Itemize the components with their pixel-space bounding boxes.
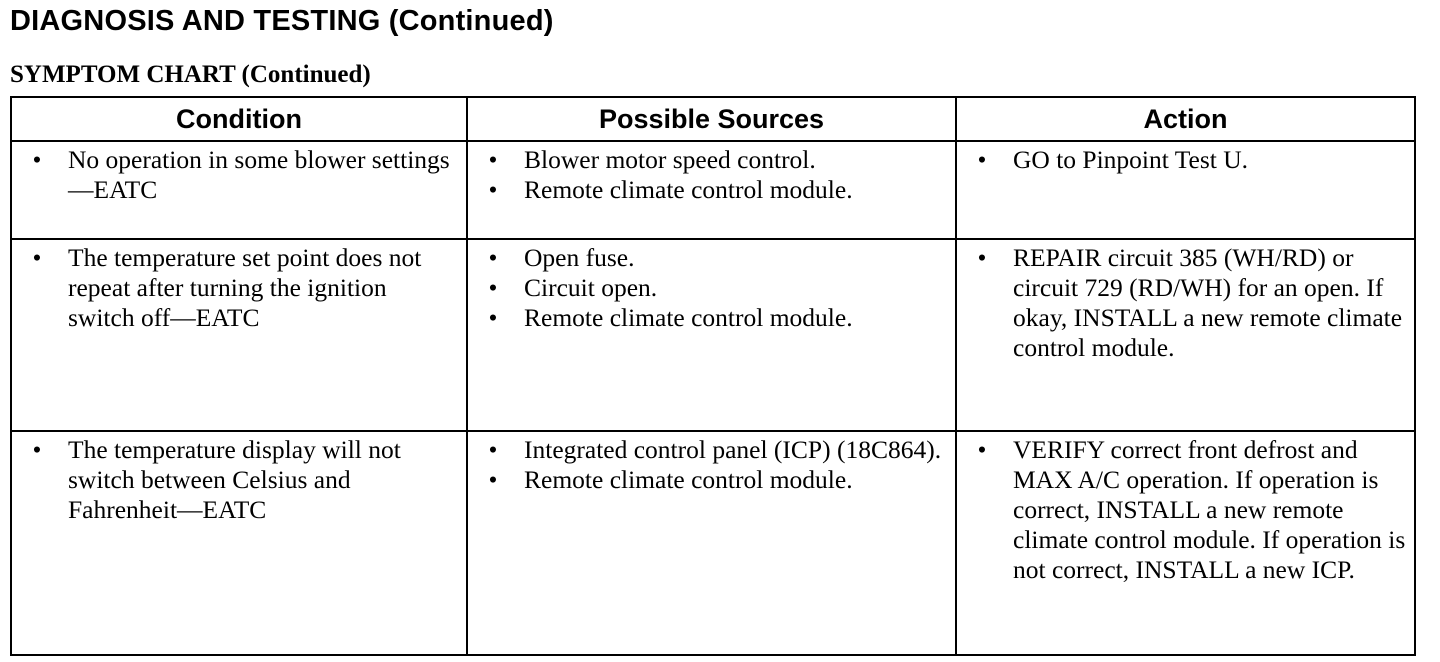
source-text: Integrated control panel (ICP) (18C864).: [524, 435, 942, 464]
sources-cell: [467, 431, 956, 655]
bullet-icon: •: [488, 243, 498, 272]
list-item: [468, 175, 947, 205]
condition-cell: [11, 239, 467, 431]
condition-list: [12, 142, 466, 205]
bullet-icon: •: [488, 145, 498, 174]
bullet-icon: •: [977, 243, 987, 272]
list-item: [957, 243, 1406, 363]
action-cell: [956, 239, 1415, 431]
bullet-icon: •: [977, 435, 987, 464]
action-cell: [956, 431, 1415, 655]
action-text: REPAIR circuit 385 (WH/RD) or circuit 729 (RD/WH) for an open. If okay, INSTALL a new remote climate control module.: [1013, 243, 1403, 362]
source-text: Remote climate control module.: [524, 175, 853, 204]
list-item: [468, 145, 947, 175]
table-header-row: [11, 97, 1415, 141]
condition-cell: [11, 141, 467, 239]
list-item: [12, 243, 458, 333]
sources-cell: [467, 239, 956, 431]
list-item: [468, 435, 947, 465]
condition-cell: [11, 431, 467, 655]
column-header-possible-sources: Possible Sources: [467, 97, 956, 141]
condition-list: [12, 432, 466, 525]
table-row: [11, 141, 1415, 239]
bullet-icon: •: [32, 145, 42, 174]
bullet-icon: •: [32, 435, 42, 464]
action-text: GO to Pinpoint Test U.: [1013, 145, 1249, 174]
sources-list: [468, 142, 955, 205]
sources-list: [468, 240, 955, 333]
bullet-icon: •: [488, 465, 498, 494]
action-list: [957, 240, 1414, 363]
table-row: [11, 239, 1415, 431]
action-list: [957, 142, 1414, 175]
bullet-icon: •: [977, 145, 987, 174]
action-list: [957, 432, 1414, 585]
list-item: [12, 435, 458, 525]
page-heading: DIAGNOSIS AND TESTING (Continued): [10, 5, 554, 37]
bullet-icon: •: [32, 243, 42, 272]
condition-text: No operation in some blower settings—EATC: [68, 145, 450, 204]
list-item: [468, 273, 947, 303]
condition-text: The temperature display will not switch between Celsius and Fahrenheit—EATC: [68, 435, 401, 524]
bullet-icon: •: [488, 435, 498, 464]
bullet-icon: •: [488, 303, 498, 332]
list-item: [468, 243, 947, 273]
column-header-action: Action: [956, 97, 1415, 141]
list-item: [957, 145, 1406, 175]
source-text: Remote climate control module.: [524, 303, 853, 332]
list-item: [12, 145, 458, 205]
action-cell: [956, 141, 1415, 239]
section-heading: SYMPTOM CHART (Continued): [10, 61, 371, 88]
column-header-condition: Condition: [11, 97, 467, 141]
table-row: [11, 431, 1415, 655]
bullet-icon: •: [488, 175, 498, 204]
list-item: [468, 303, 947, 333]
symptom-chart-table: [10, 96, 1416, 656]
source-text: Open fuse.: [524, 243, 635, 272]
condition-list: [12, 240, 466, 333]
list-item: [468, 465, 947, 495]
sources-cell: [467, 141, 956, 239]
condition-text: The temperature set point does not repeat after turning the ignition switch off—EATC: [68, 243, 422, 332]
source-text: Blower motor speed control.: [524, 145, 816, 174]
bullet-icon: •: [488, 273, 498, 302]
action-text: VERIFY correct front defrost and MAX A/C operation. If operation is correct, INSTALL a new remote climate control module. If operation is not correct, INSTALL a new ICP.: [1013, 435, 1406, 584]
source-text: Remote climate control module.: [524, 465, 853, 494]
list-item: [957, 435, 1406, 585]
source-text: Circuit open.: [524, 273, 658, 302]
sources-list: [468, 432, 955, 495]
